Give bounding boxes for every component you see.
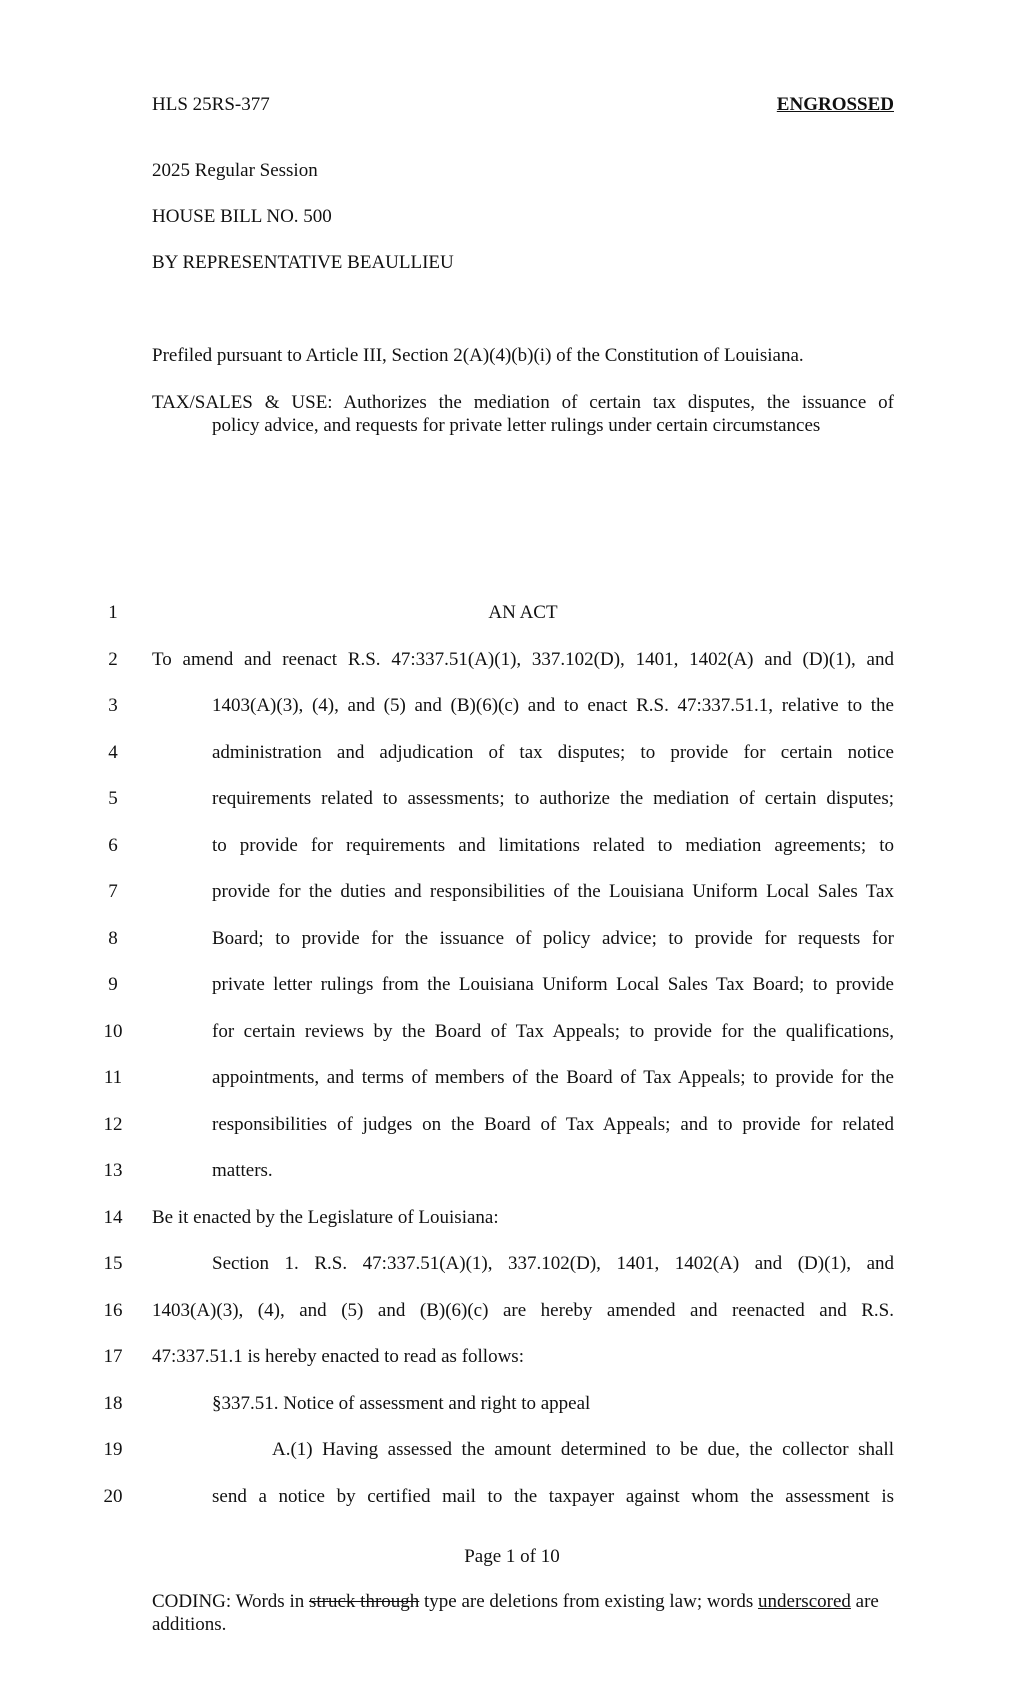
body-line: 1403(A)(3), (4), and (5) and (B)(6)(c) and to enact R.S. 47:337.51.1, relative to the <box>212 695 894 716</box>
act-title: AN ACT <box>488 602 558 623</box>
line-number: 14 <box>103 1207 123 1228</box>
body-line: matters. <box>212 1160 273 1181</box>
line-number: 9 <box>108 974 118 995</box>
session-label: 2025 Regular Session <box>152 160 318 181</box>
body-line: 1403(A)(3), (4), and (5) and (B)(6)(c) are hereby amended and reenacted and R.S. <box>152 1300 894 1321</box>
body-line: send a notice by certified mail to the taxpayer against whom the assessment is <box>212 1486 894 1507</box>
line-number: 15 <box>103 1253 123 1274</box>
body-line: to provide for requirements and limitations related to mediation agreements; to <box>212 835 894 856</box>
bill-number: HOUSE BILL NO. 500 <box>152 206 332 227</box>
engrossed-status: ENGROSSED <box>776 94 894 115</box>
body-line: responsibilities of judges on the Board of Tax Appeals; and to provide for related <box>212 1114 894 1135</box>
section-heading: §337.51. Notice of assessment and right to appeal <box>212 1393 591 1414</box>
line-number: 8 <box>108 928 118 949</box>
body-line: administration and adjudication of tax disputes; to provide for certain notice <box>212 742 894 763</box>
line-number: 19 <box>103 1439 123 1460</box>
line-number: 4 <box>108 742 118 763</box>
coding-middle: type are deletions from existing law; words <box>424 1591 754 1612</box>
line-number: 17 <box>103 1346 123 1367</box>
coding-note <box>152 1590 894 1636</box>
digest-line-1: TAX/SALES & USE: Authorizes the mediation of certain tax disputes, the issuance of <box>152 392 894 413</box>
body-line: private letter rulings from the Louisiana Uniform Local Sales Tax Board; to provide <box>212 974 894 995</box>
line-number: 12 <box>103 1114 123 1135</box>
line-number: 18 <box>103 1393 123 1414</box>
coding-struck-example: struck through <box>308 1591 420 1612</box>
body-line: for certain reviews by the Board of Tax Appeals; to provide for the qualifications, <box>212 1021 894 1042</box>
sponsor: BY REPRESENTATIVE BEAULLIEU <box>152 252 454 273</box>
body-line: Be it enacted by the Legislature of Louisiana: <box>152 1207 499 1228</box>
digest-line-2: policy advice, and requests for private letter rulings under certain circumstances <box>212 415 821 436</box>
line-number: 7 <box>108 881 118 902</box>
digest <box>152 391 894 437</box>
line-number: 3 <box>108 695 118 716</box>
line-number: 20 <box>103 1486 123 1507</box>
body-line: To amend and reenact R.S. 47:337.51(A)(1), 337.102(D), 1401, 1402(A) and (D)(1), and <box>152 649 894 670</box>
body-line: 47:337.51.1 is hereby enacted to read as follows: <box>152 1346 524 1367</box>
coding-suffix: are additions. <box>152 1591 879 1635</box>
coding-prefix: CODING: Words in <box>152 1591 305 1612</box>
coding-underscored-example: underscored <box>758 1591 851 1612</box>
line-number: 10 <box>103 1021 123 1042</box>
line-number: 13 <box>103 1160 123 1181</box>
page-number: Page 1 of 10 <box>464 1546 560 1567</box>
line-number: 1 <box>108 602 118 623</box>
line-number: 16 <box>103 1300 123 1321</box>
body-line: Board; to provide for the issuance of policy advice; to provide for requests for <box>212 928 894 949</box>
line-number: 5 <box>108 788 118 809</box>
line-number: 11 <box>103 1067 123 1088</box>
body-line: A.(1) Having assessed the amount determined to be due, the collector shall <box>272 1439 894 1460</box>
line-number: 6 <box>108 835 118 856</box>
body-line: provide for the duties and responsibilities of the Louisiana Uniform Local Sales Tax <box>212 881 894 902</box>
body-line: Section 1. R.S. 47:337.51(A)(1), 337.102(D), 1401, 1402(A) and (D)(1), and <box>212 1253 894 1274</box>
body-line: appointments, and terms of members of the Board of Tax Appeals; to provide for the <box>212 1067 894 1088</box>
prefiled-note: Prefiled pursuant to Article III, Section 2(A)(4)(b)(i) of the Constitution of Louisiana. <box>152 345 804 366</box>
body-line: requirements related to assessments; to authorize the mediation of certain disputes; <box>212 788 894 809</box>
line-number: 2 <box>108 649 118 670</box>
document-id: HLS 25RS-377 <box>152 94 270 115</box>
